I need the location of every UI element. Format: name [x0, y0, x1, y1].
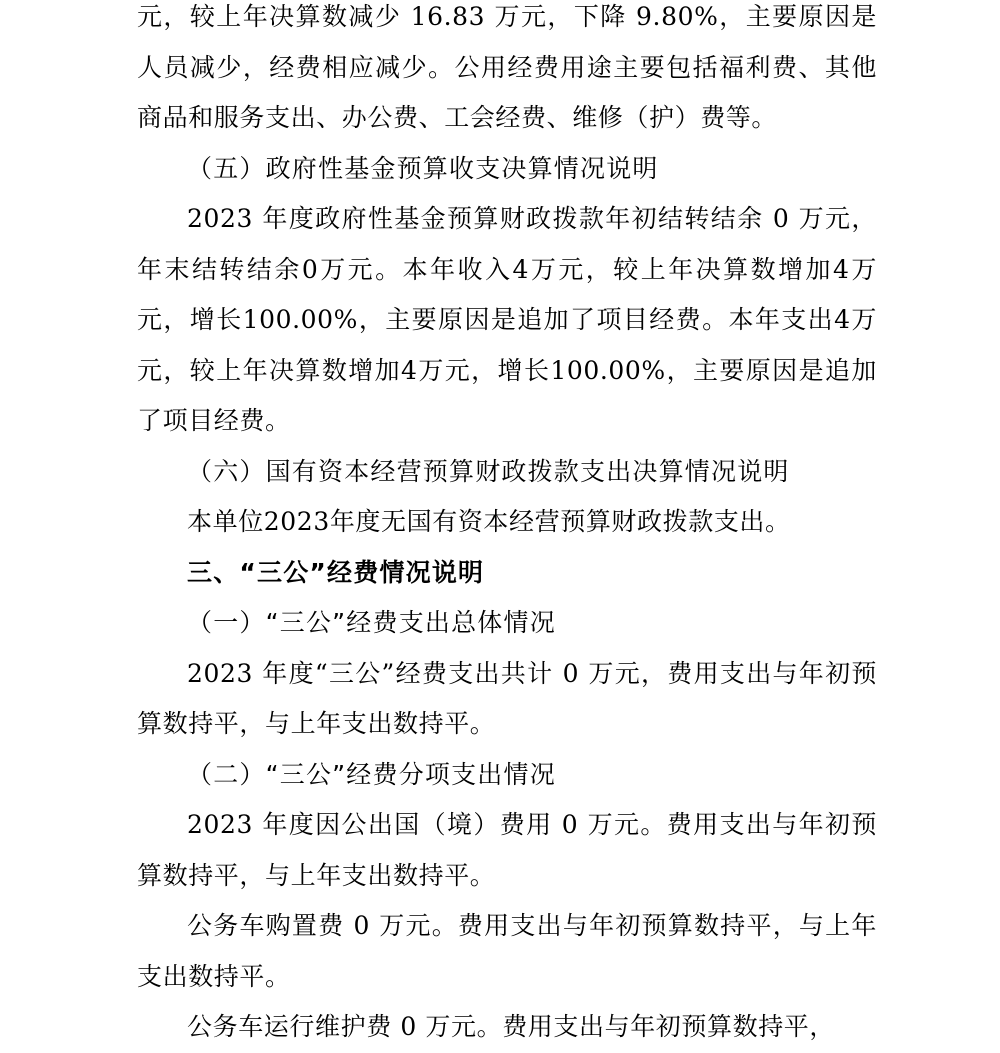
- paragraph-public-expense-purpose: 元，较上年决算数减少 16.83 万元，下降 9.80%，主要原因是人员减少，经费相应减少。公用经费用途主要包括福利费、其他商品和服务支出、办公费、工会经费、维修（护）费等。: [137, 2, 877, 132]
- paragraph-vehicle-purchase: 公务车购置费 0 万元。费用支出与年初预算数持平，与上年支出数持平。: [137, 911, 877, 991]
- heading-three-public-expenses: 三、“三公”经费情况说明: [187, 557, 485, 587]
- paragraph-three-public-overall: 2023 年度“三公”经费支出共计 0 万元，费用支出与年初预算数持平，与上年支出数持平。: [137, 658, 877, 738]
- paragraph-vehicle-maintenance: 公务车运行维护费 0 万元。费用支出与年初预算数持平，: [187, 1012, 836, 1041]
- paragraph-state-capital-budget: 本单位2023年度无国有资本经营预算财政拨款支出。: [187, 507, 791, 536]
- heading-state-capital-budget: （六）国有资本经营预算财政拨款支出决算情况说明: [187, 456, 790, 486]
- heading-three-public-overall: （一）“三公”经费支出总体情况: [187, 608, 556, 637]
- paragraph-overseas-travel: 2023 年度因公出国（境）费用 0 万元。费用支出与年初预算数持平，与上年支出数持平。: [137, 810, 877, 890]
- heading-government-fund-budget: （五）政府性基金预算收支决算情况说明: [187, 153, 659, 183]
- heading-three-public-itemized: （二）“三公”经费分项支出情况: [187, 759, 556, 789]
- paragraph-government-fund-budget: 2023 年度政府性基金预算财政拨款年初结转结余 0 万元，年末结转结余0万元。本年收入4万元，较上年决算数增加4万元，增长100.00%，主要原因是追加了项目经费。本年支出4万元，较上年决算数增加4万元，增长100.00%，主要原因是追加了项目经费。: [137, 204, 877, 435]
- document-page: [137, 0, 877, 1053]
